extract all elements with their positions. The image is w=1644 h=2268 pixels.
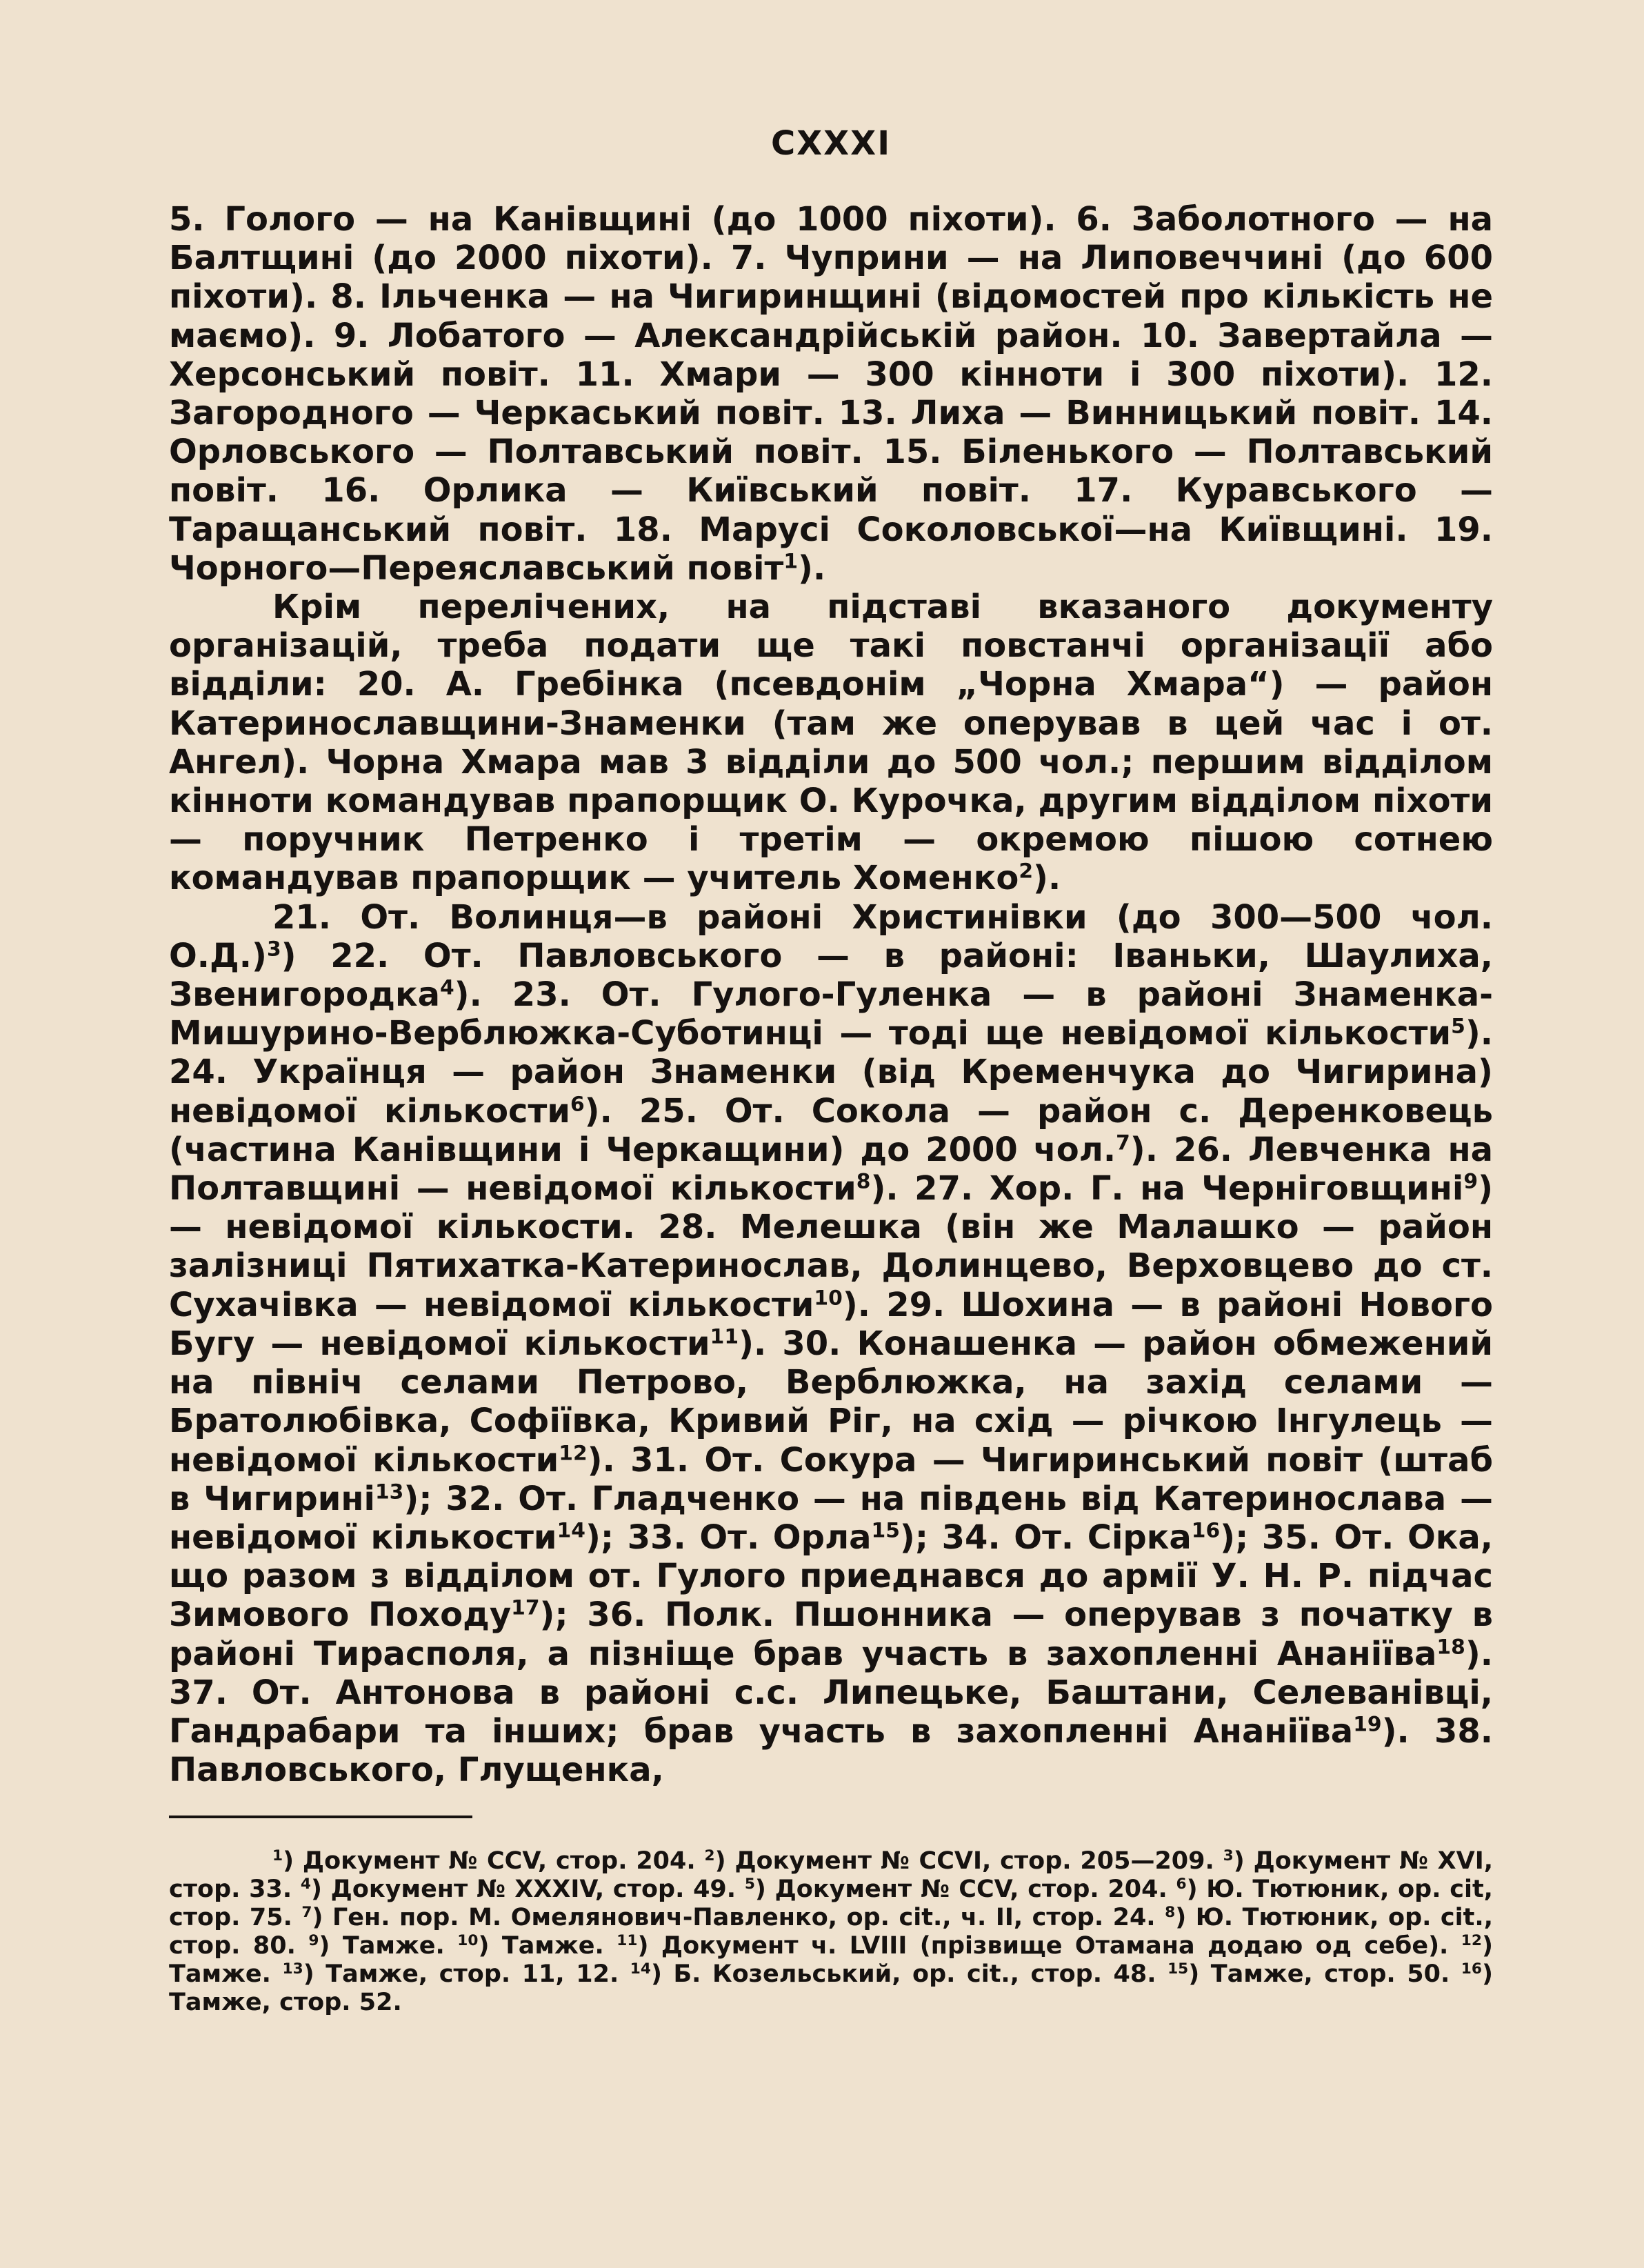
footnotes bbox=[169, 1847, 1493, 2017]
text-segment: ) Ю. Тютюник, op. cit., стор. 80. bbox=[169, 1904, 1493, 1960]
paragraph-additional-organizations bbox=[169, 588, 1493, 898]
text-segment: ) Документ № CCVI, стор. 205—209. bbox=[714, 1847, 1223, 1876]
footnote-ref: 6 bbox=[1176, 1876, 1187, 1893]
footnote-ref: 10 bbox=[457, 1932, 479, 1950]
text-segment: ). 38. Павловського, Глущенка, bbox=[169, 1711, 1494, 1790]
text-segment: ) Документ № XXXIV, стор. 49. bbox=[310, 1876, 745, 1904]
footnote-ref: 18 bbox=[1436, 1635, 1465, 1660]
footnote-ref: 16 bbox=[1461, 1960, 1482, 1978]
text-segment: ) Документ № CCV, стор. 204. bbox=[283, 1847, 705, 1876]
footnote-ref: 2 bbox=[704, 1847, 715, 1865]
footnote-ref: 9 bbox=[308, 1932, 319, 1950]
footnote-ref: 5 bbox=[744, 1876, 755, 1893]
text-segment: ) Ю. Тютюник, op. cit, стор. 75. bbox=[169, 1876, 1493, 1932]
footnote-ref: 7 bbox=[1116, 1131, 1130, 1155]
footnote-ref: 9 bbox=[1463, 1169, 1478, 1194]
paragraph-list-continuation bbox=[169, 200, 1493, 588]
footnote-ref: 15 bbox=[1167, 1960, 1189, 1978]
footnote-ref: 4 bbox=[300, 1876, 311, 1893]
footnote-ref: 11 bbox=[616, 1932, 638, 1950]
page-number: CXXXI bbox=[770, 124, 892, 163]
footnote-ref: 14 bbox=[630, 1960, 651, 1978]
paragraph-text-end: ). bbox=[798, 548, 826, 588]
footnote-ref: 19 bbox=[1353, 1712, 1382, 1737]
text-segment: ). 23. От. Гулого-Гуленка — в районі Знаменка-Мишурино-Верблюжка-Суботинці — тоді ще невідомої кількости bbox=[169, 975, 1493, 1053]
document-page bbox=[169, 124, 1493, 2017]
text-segment: ). 30. Конашенка — район обмежений на північ селами Петрово, Верблюжка, на захід селами — Братолюбівка, Софіївка, Кривий Ріг, на схід — річкою Інгулець — невідомої кількости bbox=[169, 1324, 1494, 1480]
text-segment: ) Тамже, стор. 50. bbox=[1188, 1960, 1461, 1989]
footnote-ref: 13 bbox=[374, 1480, 404, 1504]
text-segment: ); 35. От. Ока, що разом з відділом от. Гулого приеднався до армії У. Н. Р. підчас Зимового Походу bbox=[169, 1518, 1494, 1635]
footnote-ref: 13 bbox=[282, 1960, 303, 1978]
text-segment: ). 37. От. Антонова в районі с.с. Липецьке, Баштани, Селеванівці, Гандрабари та інших; брав участь в захопленні Ананіїва bbox=[169, 1634, 1493, 1751]
text-segment: ) Документ № CCV, стор. 204. bbox=[754, 1876, 1176, 1904]
footnote-ref: 7 bbox=[301, 1904, 312, 1922]
text-segment: ). 26. Левченка на Полтавщині — невідомої кількости bbox=[169, 1130, 1494, 1208]
text-segment: ) Тамже. bbox=[169, 1932, 1493, 1989]
footnote-ref: 2 bbox=[1019, 859, 1034, 884]
paragraph-text-end: ). bbox=[1033, 859, 1061, 898]
text-segment: ); 36. Полк. Пшонника — оперував з початку в районі Тирасполя, а пізніще брав участь в захопленні Ананіїва bbox=[169, 1595, 1493, 1673]
text-segment: ) Ген. пор. М. Омелянович-Павленко, op. cit., ч. II, стор. 24. bbox=[312, 1904, 1165, 1932]
text-segment: ); 33. От. Орла bbox=[585, 1518, 872, 1557]
footnote-ref: 3 bbox=[1223, 1847, 1234, 1865]
footnote-ref: 15 bbox=[871, 1518, 900, 1543]
text-segment: 21. От. Волинця—в районі Христинівки (до 300—500 чол. О.Д.) bbox=[169, 897, 1493, 975]
text-segment: ) Тамже. bbox=[319, 1932, 458, 1960]
text-segment: ). 31. От. Сокура — Чигиринський повіт (штаб в Чигирині bbox=[169, 1440, 1493, 1518]
footnote-ref: 10 bbox=[814, 1286, 843, 1311]
text-segment: ). 24. Українця — район Знаменки (від Кременчука до Чигирина) невідомої кількости bbox=[169, 1014, 1493, 1131]
footnotes-text bbox=[169, 1847, 1493, 2017]
footnote-ref: 1 bbox=[272, 1847, 283, 1865]
paragraph-detachments-list bbox=[169, 898, 1493, 1790]
footnote-ref: 11 bbox=[710, 1324, 739, 1349]
text-segment: ). 29. Шохина — в районі Нового Бугу — невідомої кількости bbox=[169, 1285, 1494, 1363]
paragraph-text: Крім перелічених, на підставі вказаного документу організацій, треба подати ще такі повстанчі організації або відділи: 20. А. Гребінка (псевдонім „Чорна Хмара“) — район Катеринославщини-Знаменки (там же оперував в цей час і от. Ангел). Чорна Хмара мав 3 відділи до 500 чол.; першим відділом кінноти командував прапорщик О. Курочка, другим відділом піхоти — поручник Петренко і третім — окремою пішою сотнею командував прапорщик — учитель Хоменко bbox=[169, 588, 1493, 898]
text-segment: ) Документ ч. LVIII (прізвище Отамана додаю од себе). bbox=[637, 1932, 1461, 1960]
text-segment: ) — невідомої кількости. 28. Мелешка (він же Малашко — район залізниці Пятихатка-Катеринослав, Долинцево, Верховцево до ст. Сухачівка — невідомої кількости bbox=[169, 1169, 1493, 1324]
footnote-ref: 12 bbox=[1461, 1932, 1482, 1950]
text-segment: ) 22. От. Павловського — в районі: Іваньки, Шаулиха, Звенигородка bbox=[169, 936, 1493, 1015]
footnote-divider bbox=[169, 1816, 472, 1818]
footnote-ref: 17 bbox=[511, 1595, 540, 1620]
text-segment: ) Тамже, стор. 52. bbox=[169, 1960, 1493, 2017]
text-segment: ) Тамже, стор. 11, 12. bbox=[303, 1960, 630, 1989]
footnote-ref: 3 bbox=[266, 937, 281, 962]
text-segment: ) Тамже. bbox=[478, 1932, 617, 1960]
footnote-ref: 8 bbox=[856, 1169, 871, 1194]
text-segment: ) Документ № XVI, стор. 33. bbox=[169, 1847, 1494, 1904]
text-segment: ); 34. От. Сірка bbox=[899, 1518, 1192, 1557]
footnote-ref: 1 bbox=[783, 549, 799, 574]
footnote-ref: 16 bbox=[1191, 1518, 1221, 1543]
footnote-ref: 14 bbox=[557, 1518, 585, 1543]
main-text bbox=[169, 200, 1493, 1789]
text-segment: ) Б. Козельський, op. cit., стор. 48. bbox=[650, 1960, 1168, 1989]
paragraph-text: 5. Голого — на Канівщині (до 1000 піхоти). 6. Заболотного — на Балтщині (до 2000 піхоти). 7. Чуприни — на Липовеччині (до 600 піхоти). 8. Ільченка — на Чигиринщині (відомостей про кількість не маємо). 9. Лобатого — Александрійській район. 10. Завертайла — Херсонський повіт. 11. Хмари — 300 кінноти і 300 піхоти). 12. Загородного — Черкаський повіт. 13. Лиха — Винницький повіт. 14. Орловського — Полтавський повіт. 15. Біленького — Полтавський повіт. 16. Орлика — Київський повіт. 17. Куравського — Таращанський повіт. 18. Марусі Соколовської—на Київщині. 19. Чорного—Переяславський повіт bbox=[169, 200, 1493, 588]
footnote-ref: 4 bbox=[439, 975, 454, 1000]
text-segment: ). 27. Хор. Г. на Черніговщині bbox=[870, 1169, 1464, 1208]
footnote-ref: 6 bbox=[570, 1092, 585, 1117]
text-segment: ); 32. От. Гладченко — на південь від Катеринослава — невідомої кількости bbox=[169, 1479, 1494, 1557]
footnote-ref: 12 bbox=[559, 1441, 588, 1466]
footnote-ref: 5 bbox=[1451, 1014, 1465, 1039]
footnote-ref: 8 bbox=[1165, 1904, 1176, 1922]
text-segment: ). 25. От. Сокола — район с. Деренковець (частина Канівщини і Черкащини) до 2000 чол. bbox=[169, 1091, 1493, 1169]
